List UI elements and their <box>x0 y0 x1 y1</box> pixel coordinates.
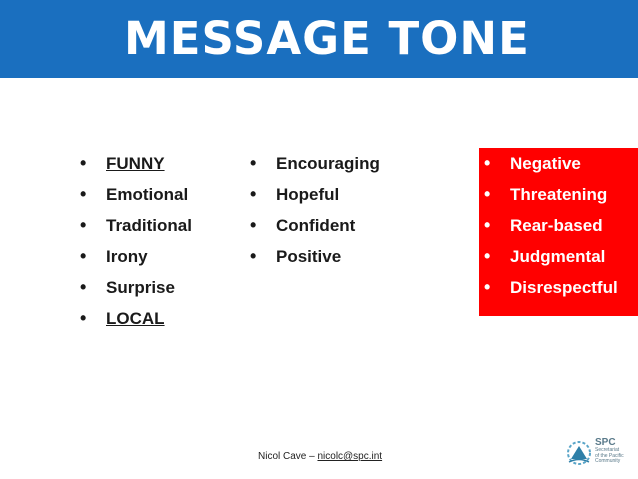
list-item-label: LOCAL <box>106 309 165 328</box>
list-item-label: Surprise <box>106 278 175 297</box>
list-item: • Threatening <box>484 179 618 210</box>
tone-list-neutral <box>80 148 192 334</box>
list-item-label: Emotional <box>106 185 189 204</box>
list-item <box>80 210 192 241</box>
list-item: • Hopeful <box>250 179 380 210</box>
list-item: • Positive <box>250 241 380 272</box>
list-item-label: Irony <box>106 247 148 266</box>
list-item <box>80 303 192 334</box>
list-item: • Negative <box>484 148 618 179</box>
list-item <box>80 179 192 210</box>
list-item: • Rear-based <box>484 210 618 241</box>
list-item: • Confident <box>250 210 380 241</box>
footer-credit <box>258 451 382 462</box>
slide-title: MESSAGE TONE <box>124 12 530 65</box>
tone-list-positive <box>250 148 380 272</box>
list-item <box>80 148 192 179</box>
title-bar <box>0 0 638 78</box>
footer-email-link[interactable]: nicolc@spc.int <box>317 451 383 462</box>
list-item <box>80 241 192 272</box>
footer-name: Nicol Cave – <box>258 451 318 462</box>
list-item-label: Traditional <box>106 216 192 235</box>
list-item: • Encouraging <box>250 148 380 179</box>
spc-logo <box>565 437 635 477</box>
list-item: • Judgmental <box>484 241 618 272</box>
tone-list-negative <box>484 148 618 303</box>
list-item-label: FUNNY <box>106 154 165 173</box>
list-item <box>80 272 192 303</box>
logo-text: SPC Secretariat of the Pacific Community <box>595 437 624 464</box>
list-item: • Disrespectful <box>484 272 618 303</box>
spc-emblem-icon <box>565 437 593 473</box>
